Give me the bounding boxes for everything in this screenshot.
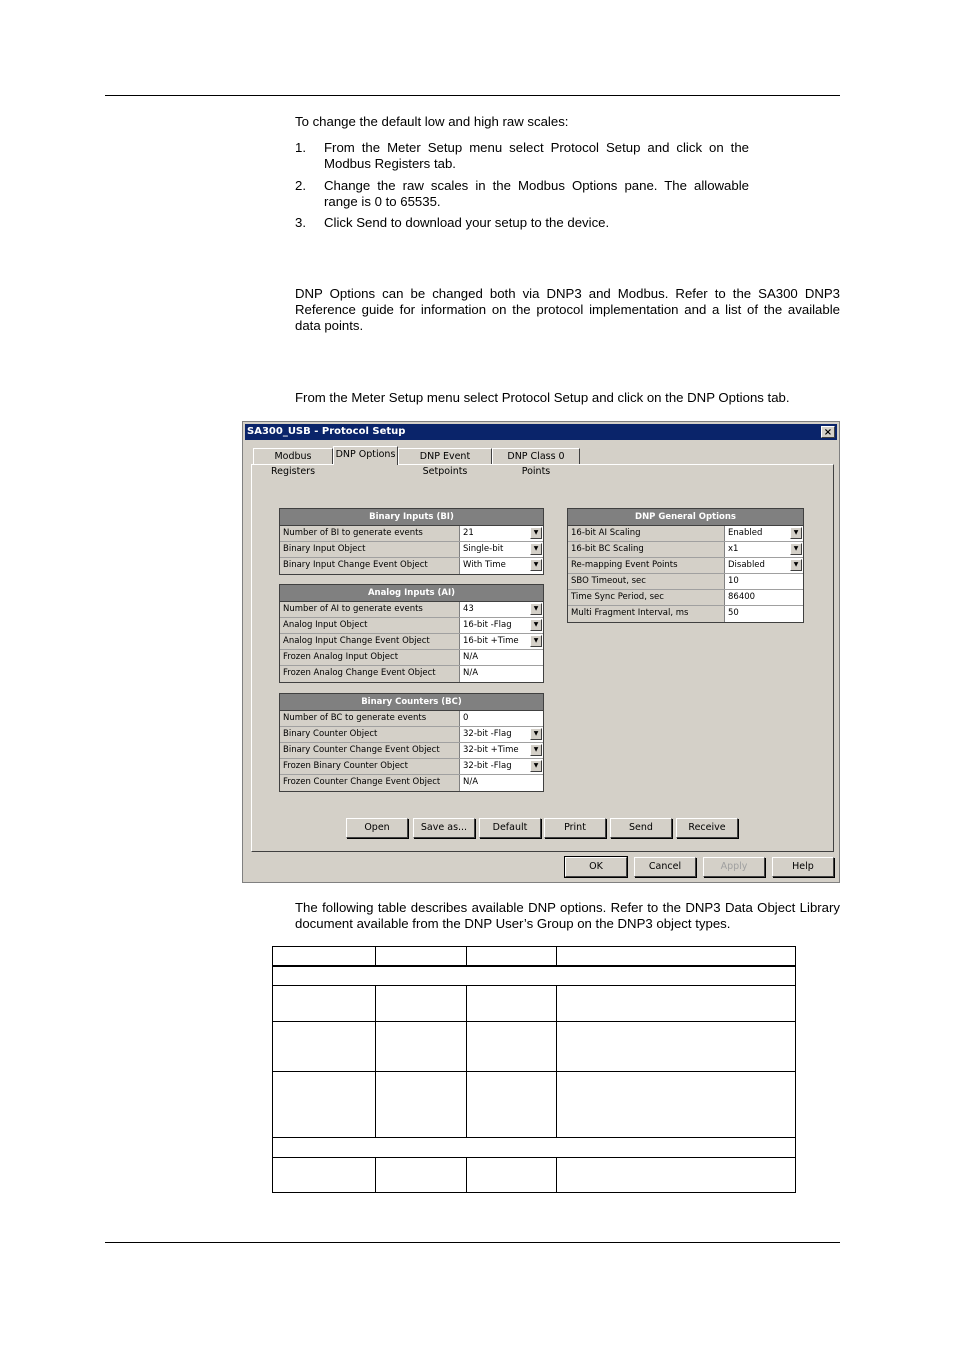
row-label: Re-mapping Event Points <box>568 558 725 573</box>
default-button[interactable]: Default <box>479 818 541 838</box>
row-label: Time Sync Period, sec <box>568 590 725 605</box>
row-value-select[interactable]: 32-bit -Flag ▼ <box>460 727 543 742</box>
dropdown-arrow-icon[interactable]: ▼ <box>530 728 542 740</box>
table-rule <box>272 1137 796 1138</box>
table-rule <box>272 1157 796 1158</box>
row-value: N/A <box>463 652 479 662</box>
row-label: 16-bit BC Scaling <box>568 542 725 557</box>
grid-row <box>280 602 543 618</box>
binary-inputs-grid <box>279 508 544 575</box>
grid-row <box>280 743 543 759</box>
binary-counters-grid <box>279 693 544 792</box>
row-label: Binary Input Change Event Object <box>280 558 460 574</box>
step-number: 1. <box>295 140 306 155</box>
grid-header: Binary Counters (BC) <box>280 694 543 711</box>
save-as-button[interactable]: Save as... <box>413 818 475 838</box>
row-label: Binary Counter Object <box>280 727 460 742</box>
dropdown-arrow-icon[interactable]: ▼ <box>530 619 542 631</box>
row-label: Frozen Binary Counter Object <box>280 759 460 774</box>
ok-button[interactable]: OK <box>565 857 627 877</box>
dropdown-arrow-icon[interactable]: ▼ <box>530 760 542 772</box>
header-rule <box>105 95 840 96</box>
row-value-input[interactable]: 0 <box>463 713 469 723</box>
row-value-input[interactable]: 86400 <box>728 592 756 602</box>
tab-modbus-registers[interactable]: Modbus Registers <box>253 448 333 464</box>
table-col-rule <box>556 985 557 1138</box>
row-label: 16-bit AI Scaling <box>568 526 725 541</box>
row-value-select[interactable]: 16-bit -Flag ▼ <box>460 618 543 633</box>
table-col-rule <box>556 1157 557 1193</box>
row-value: N/A <box>463 777 479 787</box>
tab-dnp-options[interactable]: DNP Options <box>333 446 398 465</box>
row-label: Analog Input Object <box>280 618 460 633</box>
dialog-title-bar <box>245 424 837 440</box>
row-value-select[interactable]: With Time ▼ <box>460 558 543 574</box>
dropdown-arrow-icon[interactable]: ▼ <box>790 527 802 539</box>
grid-row <box>280 727 543 743</box>
row-value-select[interactable]: 16-bit +Time ▼ <box>460 634 543 649</box>
row-label: Frozen Counter Change Event Object <box>280 775 460 791</box>
table-intro-paragraph: The following table describes available DNP options. Refer to the DNP3 Data Object Library document available from the DNP User’s Group on the DNP3 object types. <box>295 900 840 931</box>
grid-row <box>280 650 543 666</box>
row-value-select[interactable]: Disabled ▼ <box>725 558 803 573</box>
grid-row <box>568 590 803 606</box>
analog-inputs-grid <box>279 584 544 683</box>
row-value-select[interactable]: Single-bit ▼ <box>460 542 543 557</box>
step-number: 3. <box>295 215 306 230</box>
dnp-paragraph: DNP Options can be changed both via DNP3 and Modbus. Refer to the SA300 DNP3 Reference guide for information on the protocol implementation and a list of the available data points. <box>295 286 840 333</box>
table-border <box>272 946 796 947</box>
dropdown-arrow-icon[interactable]: ▼ <box>530 744 542 756</box>
row-label: Analog Input Change Event Object <box>280 634 460 649</box>
table-col-rule <box>466 985 467 1138</box>
grid-row <box>568 558 803 574</box>
cancel-button[interactable]: Cancel <box>634 857 696 877</box>
row-value-input[interactable]: 50 <box>728 608 739 618</box>
grid-row <box>280 542 543 558</box>
grid-row <box>568 542 803 558</box>
row-label: SBO Timeout, sec <box>568 574 725 589</box>
dropdown-arrow-icon[interactable]: ▼ <box>790 559 802 571</box>
tab-dnp-event-setpoints[interactable]: DNP Event Setpoints <box>398 448 492 464</box>
step-text: From the Meter Setup menu select Protocol Setup and click on the Modbus Registers tab. <box>324 140 749 171</box>
row-value: N/A <box>463 668 479 678</box>
table-border <box>272 1192 796 1193</box>
grid-row <box>280 759 543 775</box>
table-col-rule <box>375 985 376 1138</box>
close-icon[interactable]: × <box>821 426 835 438</box>
table-col-rule <box>466 946 467 966</box>
dropdown-arrow-icon[interactable]: ▼ <box>790 543 802 555</box>
print-button[interactable]: Print <box>544 818 606 838</box>
general-options-grid <box>567 508 804 623</box>
grid-row <box>280 711 543 727</box>
receive-button[interactable]: Receive <box>676 818 738 838</box>
grid-header: Binary Inputs (BI) <box>280 509 543 526</box>
table-rule <box>272 1021 796 1022</box>
table-border <box>272 946 273 1193</box>
row-label: Frozen Analog Input Object <box>280 650 460 665</box>
grid-row <box>280 666 543 682</box>
table-border <box>795 946 796 1193</box>
help-button[interactable]: Help <box>772 857 834 877</box>
protocol-setup-dialog <box>242 421 840 883</box>
grid-row <box>568 526 803 542</box>
grid-row <box>280 775 543 791</box>
row-label: Number of AI to generate events <box>280 602 460 617</box>
footer-rule <box>105 1242 840 1243</box>
dropdown-arrow-icon[interactable]: ▼ <box>530 543 542 555</box>
row-value-input[interactable]: 10 <box>728 576 739 586</box>
send-button[interactable]: Send <box>610 818 672 838</box>
grid-row <box>280 618 543 634</box>
grid-row <box>280 526 543 542</box>
step-number: 2. <box>295 178 306 193</box>
table-col-rule <box>556 946 557 966</box>
row-label: Number of BI to generate events <box>280 526 460 541</box>
grid-row <box>280 558 543 574</box>
row-label: Number of BC to generate events <box>280 711 460 726</box>
row-value-select[interactable]: 32-bit -Flag ▼ <box>460 759 543 774</box>
dropdown-arrow-icon[interactable]: ▼ <box>530 559 542 571</box>
table-rule <box>272 985 796 986</box>
apply-button[interactable]: Apply <box>703 857 765 877</box>
grid-header: Analog Inputs (AI) <box>280 585 543 602</box>
tab-dnp-class0-points[interactable]: DNP Class 0 Points <box>492 448 580 464</box>
table-col-rule <box>375 946 376 966</box>
grid-row <box>280 634 543 650</box>
grid-row <box>568 574 803 590</box>
step-text: Click Send to download your setup to the device. <box>324 215 610 230</box>
table-col-rule <box>466 1157 467 1193</box>
row-value-select[interactable]: 43 ▼ <box>460 602 543 617</box>
dropdown-arrow-icon[interactable]: ▼ <box>530 603 542 615</box>
row-value-select[interactable]: x1 ▼ <box>725 542 803 557</box>
dropdown-arrow-icon[interactable]: ▼ <box>530 527 542 539</box>
step-text: Change the raw scales in the Modbus Options pane. The allowable range is 0 to 65535. <box>324 178 749 209</box>
table-header-rule <box>272 965 796 967</box>
row-label: Binary Input Object <box>280 542 460 557</box>
row-label: Multi Fragment Interval, ms <box>568 606 725 622</box>
grid-header: DNP General Options <box>568 509 803 526</box>
dialog-title: SA300_USB - Protocol Setup <box>247 426 406 437</box>
table-col-rule <box>375 1157 376 1193</box>
dnp-options-table <box>272 946 796 1193</box>
row-value-select[interactable]: Enabled ▼ <box>725 526 803 541</box>
grid-row <box>568 606 803 622</box>
open-button[interactable]: Open <box>346 818 408 838</box>
intro-text: To change the default low and high raw scales: <box>295 114 569 129</box>
row-value-select[interactable]: 32-bit +Time ▼ <box>460 743 543 758</box>
dropdown-arrow-icon[interactable]: ▼ <box>530 635 542 647</box>
menu-paragraph: From the Meter Setup menu select Protocol Setup and click on the DNP Options tab. <box>295 390 790 405</box>
row-label: Binary Counter Change Event Object <box>280 743 460 758</box>
row-value-select[interactable]: 21 ▼ <box>460 526 543 541</box>
row-label: Frozen Analog Change Event Object <box>280 666 460 682</box>
table-rule <box>272 1071 796 1072</box>
